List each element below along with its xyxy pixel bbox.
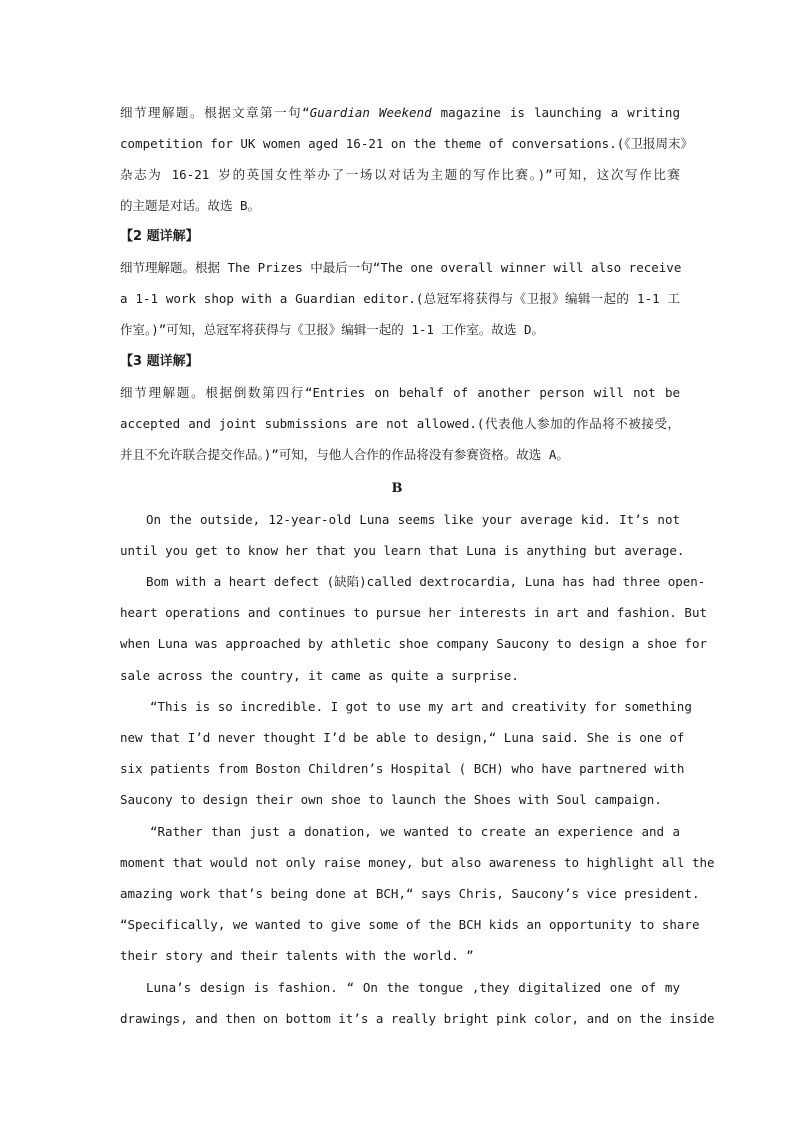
passage-line: drawings, and then on bottom it’s a really bright pink color, and on the inside xyxy=(120,1011,715,1026)
passage-line: “Specifically, we wanted to give some of the BCH kids an opportunity to share xyxy=(120,917,700,932)
q1-line1-suffix: magazine is launching a writing xyxy=(431,105,680,120)
q1-explanation-line-2: competition for UK women aged 16-21 on the theme of conversations.(《卫报周末》 xyxy=(120,136,693,151)
passage-line: when Luna was approached by athletic shoe company Saucony to design a shoe for xyxy=(120,636,707,651)
q3-explanation-line-1: 细节理解题。根据倒数第四行“Entries on behalf of another person will not be xyxy=(120,385,680,400)
q2-explanation-line-3: 作室。)”可知，总冠军将获得与《卫报》编辑一起的 1-1 工作室。故选 D。 xyxy=(120,322,544,337)
passage-b-title: B xyxy=(391,481,403,496)
passage-line: amazing work that’s being done at BCH,“ says Chris, Saucony’s vice president. xyxy=(120,886,700,901)
q3-explanation-line-3: 并且不允许联合提交作品。)”可知，与他人合作的作品将没有参赛资格。故选 A。 xyxy=(120,447,569,462)
q2-explanation-line-2: a 1-1 work shop with a Guardian editor.(总冠军将获得与《卫报》编辑一起的 1-1 工 xyxy=(120,291,680,306)
passage-line: their story and their talents with the world. ” xyxy=(120,948,474,963)
magazine-title: Guardian Weekend xyxy=(309,105,432,120)
q3-heading: 【3 题详解】 xyxy=(120,354,199,369)
q1-explanation-line-4: 的主题是对话。故选 B。 xyxy=(120,198,261,213)
passage-line: Luna’s design is fashion. “ On the tongue ,they digitalized one of my xyxy=(146,980,680,995)
q1-explanation-line-3: 杂志为 16-21 岁的英国女性举办了一场以对话为主题的写作比赛。)”可知，这次写作比赛 xyxy=(120,167,680,182)
q1-line1-prefix: 细节理解题。根据文章第一句“ xyxy=(120,105,310,120)
passage-line: sale across the country, it came as quite a surprise. xyxy=(120,668,519,683)
q2-heading: 【2 题详解】 xyxy=(120,229,199,244)
q3-explanation-line-2: accepted and joint submissions are not allowed.(代表他人参加的作品将不被接受， xyxy=(120,416,680,431)
passage-line: moment that would not only raise money, but also awareness to highlight all the xyxy=(120,855,715,870)
q2-explanation-line-1: 细节理解题。根据 The Prizes 中最后一句“The one overall winner will also receive xyxy=(120,260,682,275)
q1-explanation-line-1 xyxy=(120,105,680,121)
passage-line: heart operations and continues to pursue her interests in art and fashion. But xyxy=(120,605,707,620)
passage-line: “Rather than just a donation, we wanted to create an experience and a xyxy=(150,824,680,839)
passage-line: On the outside, 12-year-old Luna seems like your average kid. It’s not xyxy=(146,512,680,527)
passage-line: “This is so incredible. I got to use my art and creativity for something xyxy=(150,699,692,714)
passage-line: six patients from Boston Children’s Hospital ( BCH) who have partnered with xyxy=(120,761,685,776)
passage-line: Saucony to design their own shoe to launch the Shoes with Soul campaign. xyxy=(120,792,662,807)
passage-line: until you get to know her that you learn that Luna is anything but average. xyxy=(120,543,685,558)
passage-line: Bom with a heart defect (缺陷)called dextrocardia, Luna has had three open- xyxy=(146,574,706,589)
passage-line: new that I’d never thought I’d be able to design,“ Luna said. She is one of xyxy=(120,730,685,745)
